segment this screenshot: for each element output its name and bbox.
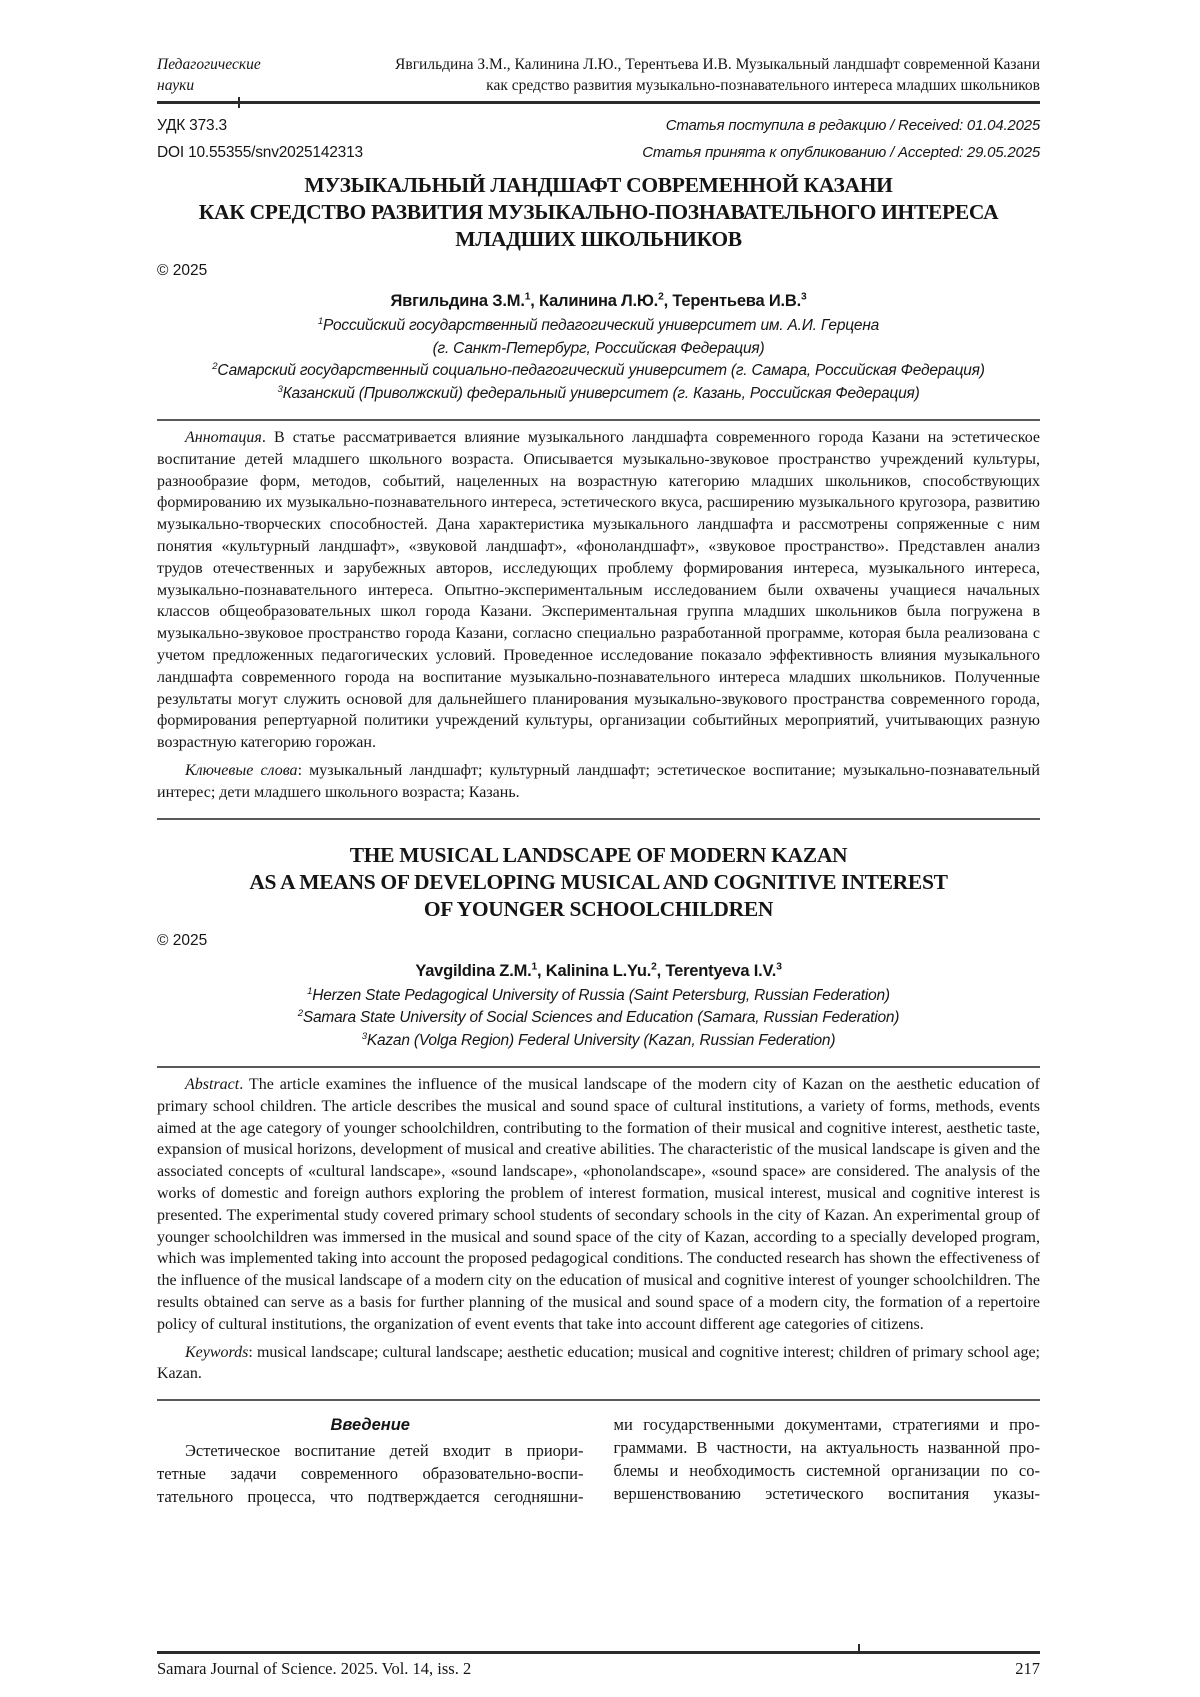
affiliation-ru-3: $^3$Казанский (Приволжский) федеральный университет (г. Казань, Российская Федерация)	[277, 383, 920, 402]
affiliation-ru-1: $^1$Российский государственный педагогический университет им. А.И. Герцена	[317, 315, 880, 334]
intro-left-column	[157, 1414, 584, 1508]
received-date: Статья поступила в редакцию / Received: 01.04.2025	[665, 117, 1040, 134]
intro-heading: Введение	[330, 1416, 410, 1435]
author-ru-3: Терентьева И.В.$^3$	[672, 291, 807, 310]
keywords-en	[157, 1342, 1040, 1386]
intro-line: тетные задачи современного образовательно-воспи-	[157, 1464, 584, 1483]
affiliation-en-1: $^1$Herzen State Pedagogical University of Russia (Saint Petersburg, Russian Federation)	[307, 985, 890, 1004]
abstract-ru-label: Аннотация	[185, 429, 262, 446]
running-title-line1: Явгильдина З.М., Калинина Л.Ю., Терентьева И.В. Музыкальный ландшафт современной Казани	[395, 56, 1040, 73]
title-en-line2: AS A MEANS OF DEVELOPING MUSICAL AND COGNITIVE INTEREST	[249, 869, 948, 894]
footer-journal-title: Samara Journal of Science. 2025. Vol. 14, iss. 2	[157, 1659, 472, 1678]
copyright-ru: © 2025	[157, 262, 208, 279]
intro-line: блемы и необходимость системной организации по со-	[613, 1460, 1040, 1480]
affiliation-en-2: $^2$Samara State University of Social Sciences and Education (Samara, Russian Federation)	[297, 1007, 900, 1027]
footer-divider-tick	[858, 1644, 860, 1654]
abstract-ru	[157, 427, 1040, 754]
affiliation-ru-2: $^2$Самарский государственный социально-педагогический университет (г. Самара, Российская Федерация)	[212, 360, 985, 379]
intro-line: тательного процесса, что подтверждается сегодняшни-	[157, 1486, 584, 1506]
page-footer	[157, 1648, 1040, 1681]
intro-line: граммами. В частности, на актуальность названной про-	[613, 1438, 1040, 1457]
section-name-line2: науки	[157, 77, 195, 94]
abstract-ru-text: . В статье рассматривается влияние музыкального ландшафта современного города Казани на эстетическое воспитание детей младшего школьного возраста. Описывается музыкально-звуковое пространство учреждений культуры, разнообразие форм, методов, событий, нацеленных на возрастную категорию младших школьников, способствующих формированию их музыкально-познавательного интереса, эстетического вкуса, расширению музыкального кругозора, развитию музыкально-творческих способностей. Дана характеристика музыкального ландшафта и рассмотрены сопряженные с ним понятия «культурный ландшафт», «звуковой ландшафт», «фоноландшафт», «звуковое пространство». Представлен анализ трудов отечественных и зарубежных авторов, исследующих проблему формирования интереса, музыкального интереса, музыкально-познавательного интереса. Опытно-экспериментальным исследованием были охвачены учащиеся начальных классов общеобразовательных школ города Казани. Экспериментальная группа младших школьников была погружена в музыкально-звуковое пространство города Казани, согласно специально разработанной программе, которая была реализована с учетом предложенных педагогических условий. Проведенное исследование показало эффективность влияния музыкального ландшафта современного города на воспитание музыкально-познавательного интереса младших школьников. Полученные результаты могут служить основой для дальнейшего планирования музыкально-звукового пространства современного города, формирования репертуарной политики учреждений культуры, организации событийных мероприятий, учитывающих разную возрастную категорию горожан.	[157, 429, 1040, 752]
footer-page-number: 217	[1015, 1659, 1040, 1678]
authors-en	[157, 962, 1040, 981]
authors-ru	[157, 292, 1040, 311]
article-title-ru	[157, 172, 1040, 253]
running-title-line2: как средство развития музыкально-познавательного интереса младших школьников	[486, 77, 1040, 94]
article-meta	[157, 117, 1040, 162]
intro-line: Эстетическое воспитание детей входит в приори-	[185, 1441, 584, 1461]
author-en-3: Terentyeva I.V.$^3$	[665, 961, 782, 980]
meta-row-1	[157, 117, 1040, 135]
abstract-en-label: Abstract	[185, 1076, 240, 1094]
copyright-en: © 2025	[157, 931, 208, 949]
meta-row-2	[157, 144, 1040, 162]
header-divider	[157, 101, 1040, 104]
abstract-en-text: . The article examines the influence of the musical landscape of the modern city of Kazan on the aesthetic education of primary school children. The article describes the musical and sound space of cultural institutions, a variety of forms, methods, events aimed at the age category of younger schoolchildren, contributing to the formation of their musical and cognitive interest, aesthetic taste, expansion of musical horizons, development of musical and creative abilities. The characteristic of the musical landscape is given and the associated concepts of «cultural landscape», «sound landscape», «phonolandscape», «sound space» are considered. The analysis of the works of domestic and foreign authors exploring the problem of interest formation, musical interest, musical and cognitive interest is presented. The experimental study covered primary school students of secondary schools in the city of Kazan. An experimental group of younger schoolchildren was immersed in the musical and sound space of the city of Kazan, according to a specially developed program, which was implemented taking into account the proposed pedagogical conditions. The conducted research has shown the effectiveness of the influence of the musical landscape of a modern city on the education of musical and cognitive interest of younger schoolchildren. The results obtained can serve as a basis for further planning of the musical and sound space of a modern city, the formation of a repertoire policy of cultural institutions, the organization of event events that take into account different age categories of citizens.	[157, 1076, 1040, 1333]
title-en-line3: OF YOUNGER SCHOOLCHILDREN	[423, 896, 774, 921]
affiliation-en-3: $^3$Kazan (Volga Region) Federal University (Kazan, Russian Federation)	[361, 1030, 836, 1049]
header-divider-tick	[238, 97, 240, 108]
running-head-section	[157, 54, 309, 96]
author-en-1: Yavgildina Z.M.$^1$,	[415, 961, 542, 980]
section-name-line1: Педагогические	[157, 56, 261, 73]
title-ru-line1: МУЗЫКАЛЬНЫЙ ЛАНДШАФТ СОВРЕМЕННОЙ КАЗАНИ	[304, 173, 893, 197]
divider	[157, 419, 1040, 421]
author-ru-1: Явгильдина З.М.$^1$,	[390, 291, 535, 310]
doi-code: DOI 10.55355/snv2025142313	[157, 144, 363, 161]
author-ru-2: Калинина Л.Ю.$^2$,	[539, 291, 668, 310]
running-head	[157, 54, 1040, 96]
intro-line: ми государственными документами, стратегиями и про-	[613, 1415, 1040, 1435]
footer-divider	[157, 1651, 1040, 1654]
running-head-title	[309, 54, 1040, 96]
intro-line: вершенствованию эстетического воспитания указы-	[613, 1483, 1040, 1503]
author-en-2: Kalinina L.Yu.$^2$,	[545, 961, 662, 980]
divider	[157, 1399, 1040, 1401]
affiliation-ru-1b: (г. Санкт-Петербург, Российская Федерация)	[432, 339, 765, 357]
title-ru-line3: МЛАДШИХ ШКОЛЬНИКОВ	[455, 227, 742, 251]
title-en-line1: THE MUSICAL LANDSCAPE OF MODERN KAZAN	[349, 842, 848, 867]
divider	[157, 818, 1040, 820]
keywords-ru	[157, 760, 1040, 804]
keywords-en-text: : musical landscape; cultural landscape; aesthetic education; musical and cognitive interest; children of primary school age; Kazan.	[157, 1343, 1040, 1383]
udc-code: УДК 373.3	[157, 117, 227, 134]
keywords-ru-label: Ключевые слова	[185, 761, 298, 779]
introduction-section	[157, 1414, 1040, 1508]
intro-right-column	[614, 1414, 1041, 1508]
keywords-ru-text: : музыкальный ландшафт; культурный ландшафт; эстетическое воспитание; музыкально-познавательный интерес; дети младшего школьного возраста; Казань.	[157, 761, 1040, 801]
accepted-date: Статья принята к опубликованию / Accepted: 29.05.2025	[642, 144, 1040, 161]
footer-row	[157, 1657, 1040, 1681]
affiliations-en	[157, 985, 1040, 1053]
divider	[157, 1066, 1040, 1068]
abstract-en	[157, 1074, 1040, 1336]
affiliations-ru	[157, 315, 1040, 405]
keywords-en-label: Keywords	[185, 1343, 249, 1361]
title-ru-line2: КАК СРЕДСТВО РАЗВИТИЯ МУЗЫКАЛЬНО-ПОЗНАВАТЕЛЬНОГО ИНТЕРЕСА	[198, 200, 999, 224]
article-title-en	[157, 842, 1040, 923]
